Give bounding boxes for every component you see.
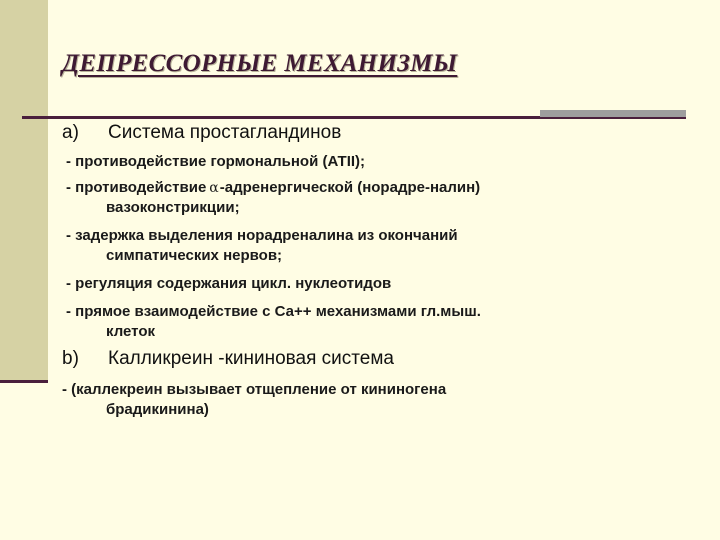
section-a-item-2-text-start: - противодействие (66, 179, 207, 196)
section-a-item-4-text: - регуляция содержания цикл. нуклеотидов (66, 275, 392, 292)
section-a-item-1-text: - противодействие гормональной (АТII); (66, 153, 366, 170)
section-a-item-3 (66, 226, 458, 266)
section-a-item-2 (66, 178, 480, 218)
section-a-heading (62, 122, 341, 144)
section-b-title: Калликреин -кининовая система (108, 348, 394, 369)
section-a-item-5-continuation: клеток (106, 323, 155, 340)
slide-title: ДЕПРЕССОРНЫЕ МЕХАНИЗМЫ (62, 50, 458, 77)
section-b-item-1-continuation: брадикинина) (106, 401, 209, 418)
section-a-item-2-text-end: -адренергической (норадре-налин) (219, 179, 481, 196)
section-a-title: Система простагландинов (108, 122, 342, 143)
section-b-marker: b) (62, 348, 79, 369)
section-a-marker: a) (62, 122, 79, 143)
section-a-item-4 (66, 274, 391, 294)
section-a-item-5-text: - прямое взаимодействие с Са++ механизмами гл.мыш. (66, 303, 481, 320)
section-a-item-5 (66, 302, 481, 342)
section-a-item-3-continuation: симпатических нервов; (106, 247, 283, 264)
section-b-item-1 (62, 380, 446, 420)
section-b-item-1-text: - (каллекреин вызывает отщепление от кининогена (62, 381, 447, 398)
alpha-symbol: α (209, 180, 219, 196)
section-b-heading (62, 348, 394, 370)
section-a-item-1 (66, 152, 365, 172)
section-a-item-2-continuation: вазоконстрикции; (106, 199, 240, 216)
section-a-item-3-text: - задержка выделения норадреналина из окончаний (66, 227, 458, 244)
